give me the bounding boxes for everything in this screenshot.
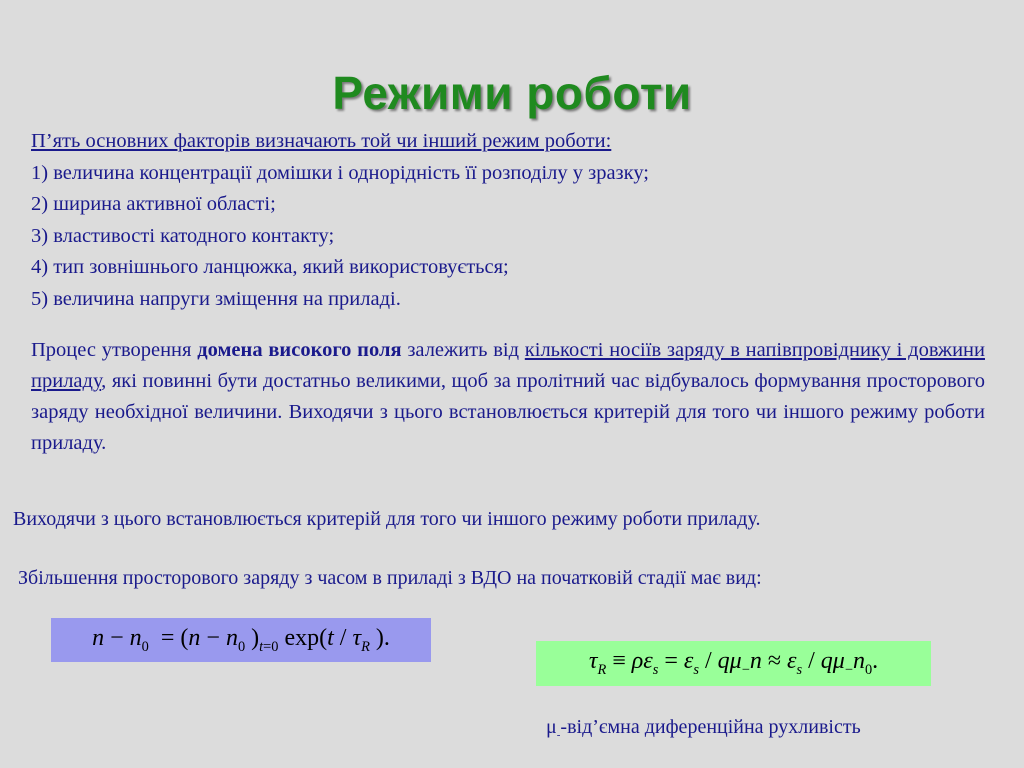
paragraph-part1: Процес утворення xyxy=(31,339,198,361)
factor-item-3: 3) властивості катодного контакту; xyxy=(31,224,335,247)
criteria-line: Виходячи з цього встановлюється критерій для того чи іншого режиму роботи приладу. xyxy=(13,508,761,530)
domain-paragraph xyxy=(31,335,985,459)
formula-charge-growth xyxy=(51,618,431,662)
mobility-subscript: - xyxy=(556,729,561,741)
formula-relaxation-time xyxy=(536,641,931,686)
paragraph-bold: домена високого поля xyxy=(197,339,402,361)
paragraph-underlined: кількості носіїв заряду в напівпровіднику і довжини приладу xyxy=(31,339,985,392)
mobility-symbol: μ xyxy=(546,716,557,738)
formula-1-rendered: $n - n_0 = (n - n_0$ )$_{t=0}$ $\exp(t / \tau_R$ ). xyxy=(92,624,390,655)
paragraph-part3: , які повинні бути достатньо великими, щоб за пролітний час відбувалось формування просторового заряду необхідної величини. Виходячи з цього встановлюється критерій для того чи іншого режиму роботи приладу. xyxy=(31,370,985,454)
mobility-note xyxy=(546,716,861,741)
factor-item-1: 1) величина концентрації домішки і однорідність її розподілу у зразку; xyxy=(31,161,650,184)
factors-intro: П’ять основних факторів визначають той чи інший режим роботи: xyxy=(31,130,612,152)
factor-item-2: 2) ширина активної області; xyxy=(31,193,276,215)
factor-item-5: 5) величина напруги зміщення на приладі. xyxy=(31,287,401,310)
mobility-text: -від’ємна диференційна рухливість xyxy=(560,716,861,738)
slide-title: Режими роботи xyxy=(332,67,692,119)
factor-item-4: 4) тип зовнішнього ланцюжка, який використовується; xyxy=(31,256,509,278)
factors-list xyxy=(31,126,991,315)
formula-2-rendered: $\tau_R \equiv \rho\varepsilon_s = \varepsilon_s / q\mu_-n \approx \varepsilon_s / q\mu_-n_0$. xyxy=(588,648,879,678)
growth-line: Збільшення просторового заряду з часом в приладі з ВДО на початковій стадії має вид: xyxy=(18,567,762,589)
paragraph-part2: залежить від xyxy=(401,339,525,361)
